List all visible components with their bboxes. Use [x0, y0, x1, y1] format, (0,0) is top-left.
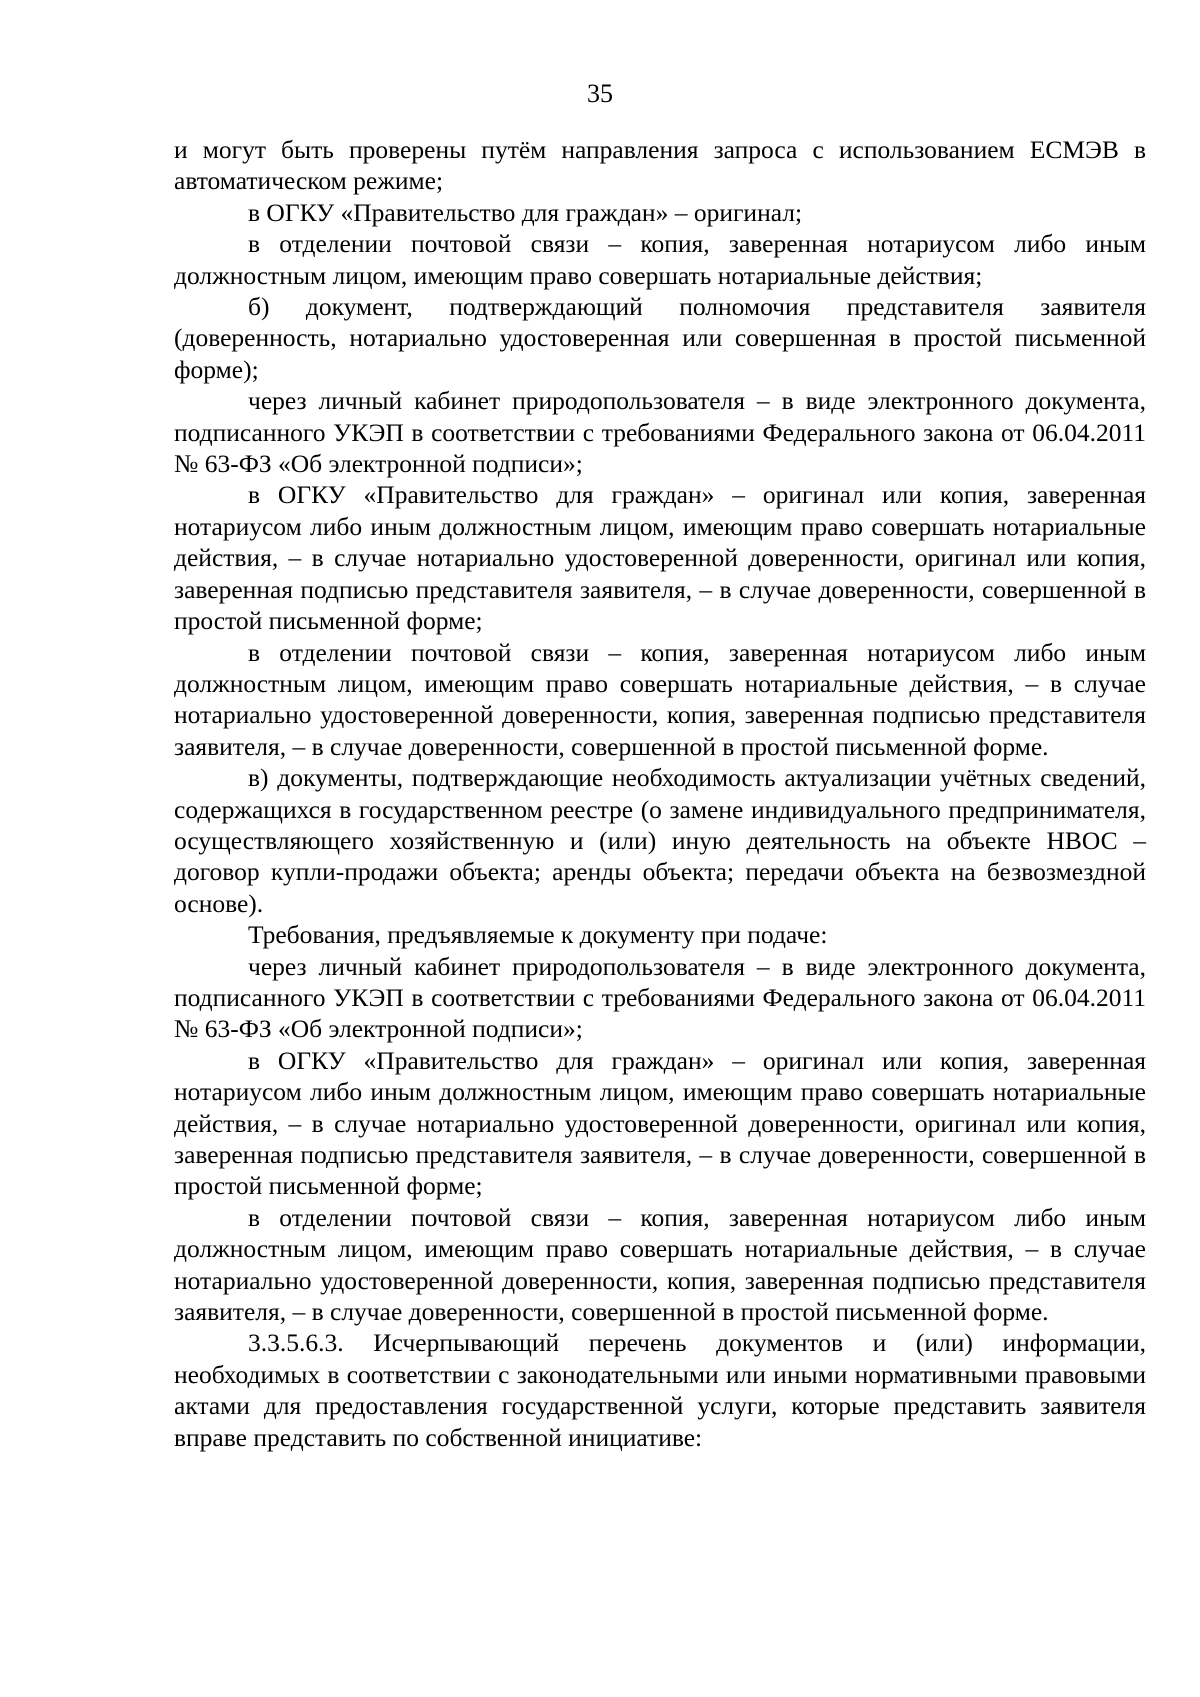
paragraph-continuation: и могут быть проверены путём направления запроса с использованием ЕСМЭВ в автоматическом режиме; — [174, 135, 1146, 196]
paragraph: в ОГКУ «Правительство для граждан» – оригинал или копия, заверенная нотариусом либо иным должностным лицом, имеющим право совершать нотариальные действия, – в случае нотариально удостоверенной доверенности, оригинал или копия, заверенная подписью представителя заявителя, – в случае доверенности, совершенной в простой письменной форме; — [174, 480, 1146, 636]
paragraph: в отделении почтовой связи – копия, заверенная нотариусом либо иным должностным лицом, имеющим право совершать нотариальные действия, – в случае нотариально удостоверенной доверенности, копия, заверенная подписью представителя заявителя, – в случае доверенности, совершенной в простой письменной форме. — [174, 1202, 1146, 1327]
paragraph: в отделении почтовой связи – копия, заверенная нотариусом либо иным должностным лицом, имеющим право совершать нотариальные действия; — [174, 229, 1146, 290]
paragraph: в ОГКУ «Правительство для граждан» – оригинал; — [248, 197, 803, 227]
document-body — [174, 134, 1146, 1453]
paragraph: через личный кабинет природопользователя – в виде электронного документа, подписанного УКЭП в соответствии с требованиями Федерального закона от 06.04.2011 № 63-ФЗ «Об электронной подписи»; — [174, 386, 1146, 479]
paragraph: в отделении почтовой связи – копия, заверенная нотариусом либо иным должностным лицом, имеющим право совершать нотариальные действия, – в случае нотариально удостоверенной доверенности, копия, заверенная подписью представителя заявителя, – в случае доверенности, совершенной в простой письменной форме. — [174, 637, 1146, 761]
paragraph: Требования, предъявляемые к документу при подаче: — [248, 920, 828, 950]
paragraph: б) документ, подтверждающий полномочия представителя заявителя (доверенность, нотариально удостоверенная или совершенная в простой письменной форме); — [174, 292, 1146, 384]
paragraph: в) документы, подтверждающие необходимость актуализации учётных сведений, содержащихся в государственном реестре (о замене индивидуального предпринимателя, осуществляющего хозяйственную и (или) иную деятельность на объекте НВОС – договор купли-продажи объекта; аренды объекта; передачи объекта на безвозмездной основе). — [174, 763, 1146, 918]
paragraph: в ОГКУ «Правительство для граждан» – оригинал или копия, заверенная нотариусом либо иным должностным лицом, имеющим право совершать нотариальные действия, – в случае нотариально удостоверенной доверенности, оригинал или копия, заверенная подписью представителя заявителя, – в случае доверенности, совершенной в простой письменной форме; — [174, 1045, 1146, 1201]
page-number: 35 — [587, 79, 613, 108]
paragraph: через личный кабинет природопользователя – в виде электронного документа, подписанного УКЭП в соответствии с требованиями Федерального закона от 06.04.2011 № 63-ФЗ «Об электронной подписи»; — [174, 951, 1146, 1044]
section-paragraph: 3.3.5.6.3. Исчерпывающий перечень документов и (или) информации, необходимых в соответствии с законодательными или иными нормативными правовыми актами для предоставления государственной услуги, которые представить заявителя вправе представить по собственной инициативе: — [174, 1328, 1146, 1452]
